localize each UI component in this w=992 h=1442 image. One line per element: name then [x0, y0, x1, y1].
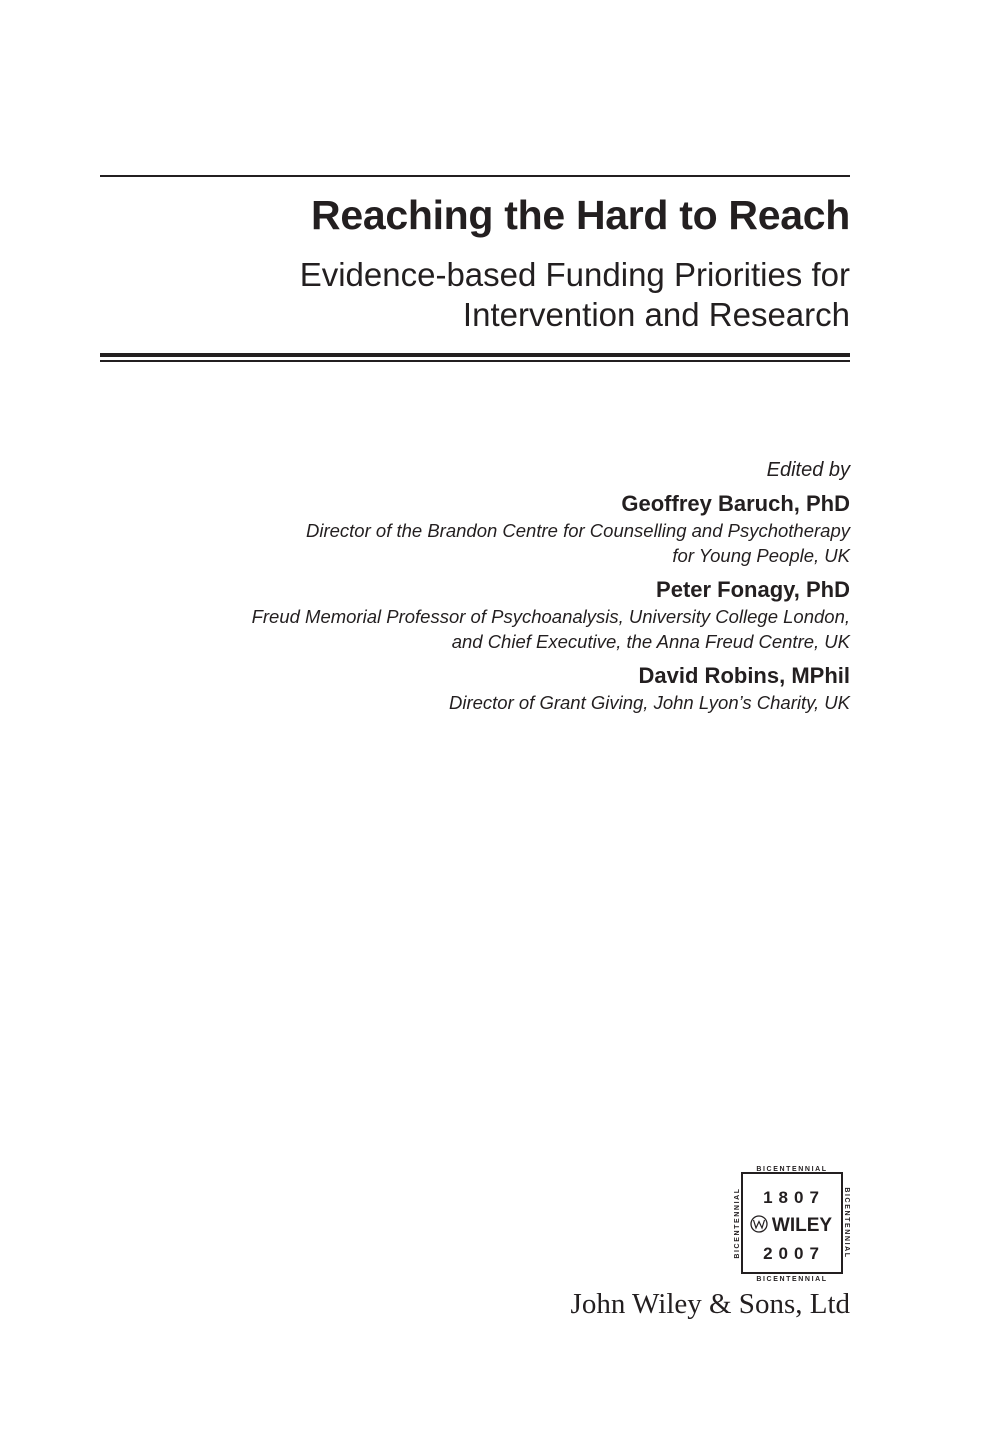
logo-border-text-top: BICENTENNIAL: [756, 1166, 828, 1173]
logo-brand: WILEY: [771, 1215, 833, 1236]
subtitle-line-1: Evidence-based Funding Priorities for: [299, 256, 850, 293]
editor-name: Geoffrey Baruch, PhD: [621, 491, 850, 516]
editor-name: Peter Fonagy, PhD: [656, 577, 850, 602]
top-rule: [100, 175, 850, 177]
editor-affiliation-line: Freud Memorial Professor of Psychoanalysis, University College London,: [251, 606, 850, 627]
editor-affiliation-line: Director of Grant Giving, John Lyon’s Charity, UK: [448, 692, 850, 713]
editor-affiliation-line: and Chief Executive, the Anna Freud Centre, UK: [451, 631, 850, 652]
editor-affiliation-line: Director of the Brandon Centre for Counselling and Psychotherapy: [306, 520, 850, 541]
subtitle-line-2: Intervention and Research: [462, 296, 850, 333]
logo-ww-icon: [751, 1216, 767, 1232]
book-subtitle: [300, 255, 850, 335]
editor-block: [252, 662, 850, 715]
logo-border-text-bottom: BICENTENNIAL: [756, 1276, 828, 1283]
logo-border-text-left: BICENTENNIAL: [734, 1187, 741, 1259]
editor-block: [252, 576, 850, 654]
editor-block: [252, 490, 850, 568]
publisher-name: John Wiley & Sons, Ltd: [570, 1288, 850, 1320]
bottom-rule-thick: [100, 353, 850, 357]
bottom-rule-thin: [100, 360, 850, 362]
editor-affiliation-line: for Young People, UK: [672, 545, 850, 566]
logo-year-end: 2007: [763, 1244, 825, 1263]
wiley-bicentennial-logo: [732, 1163, 852, 1283]
logo-border-text-right: BICENTENNIAL: [843, 1187, 850, 1259]
book-title: Reaching the Hard to Reach: [311, 192, 850, 238]
editor-name: David Robins, MPhil: [638, 663, 850, 688]
edited-by-label: Edited by: [766, 459, 850, 481]
logo-year-start: 1807: [763, 1188, 825, 1207]
editors-section: [252, 456, 850, 715]
